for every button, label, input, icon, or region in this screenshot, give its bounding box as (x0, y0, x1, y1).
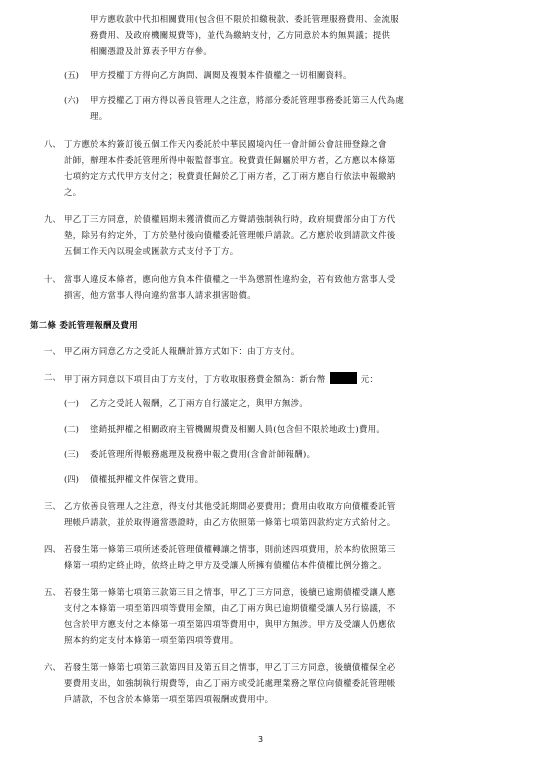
paragraph-line: 若發生第一條第七項第三款第四目及第五目之情事，甲乙丁三方同意，後續債權保全必 (64, 662, 396, 672)
page-number: 3 (258, 735, 264, 744)
paragraph-line: 理帳戶請款，並於取得適當憑證時，由乙方依照第一條第七項第四款約定方式給付之。 (64, 517, 396, 527)
item-marker: 八、 (44, 139, 61, 149)
paragraph-line (64, 372, 378, 384)
paragraph-line: 支付之本條第一項至第四項等費用金額，由乙丁兩方與已逾期債權受讓人另行協議，不 (64, 603, 396, 613)
paragraph-line: 損害，他方當事人得向違約當事人請求損害賠償。 (64, 290, 256, 300)
paragraph-line: 丁方應於本約簽訂後五個工作天內委託於中華民國境內任一會計師公會註冊登錄之會 (64, 139, 387, 149)
paragraph-line: 甲方授權丁方得向乙方詢問、調閱及複製本件債權之一切相關資料。 (90, 70, 352, 80)
item-marker: 四、 (44, 544, 61, 554)
item-marker: 九、 (44, 214, 61, 224)
item-marker: 五、 (44, 587, 61, 597)
paragraph-line: 委託管理所得帳務處理及稅務申報之費用(含會計師報酬)。 (90, 449, 316, 459)
paragraph-line: 包含於甲方應支付之本條第一項至第四項等費用中，與甲方無涉。甲方及受讓人仍應依 (64, 619, 396, 629)
paragraph-line: 要費用支出，如強制執行規費等，由乙丁兩方或受託處理業務之單位向債權委託管理帳 (64, 678, 396, 688)
article-heading: 第二條 委託管理報酬及費用 (30, 320, 138, 330)
item-marker: (四) (64, 474, 79, 484)
paragraph-line: 五個工作天內以現金或匯款方式支付予丁方。 (64, 246, 239, 256)
item-marker: 六、 (44, 662, 61, 672)
paragraph-line: 戶請款，不包含於本條第一項至第四項報酬或費用中。 (64, 694, 274, 704)
redacted-amount (330, 372, 357, 384)
item-marker: 一、 (44, 346, 61, 356)
paragraph-line: 之。 (64, 187, 82, 197)
paragraph-line: 計師，辦理本件委託管理所得申報監督事宜。稅費責任歸屬於甲方者，乙方應以本條第 (64, 155, 396, 165)
paragraph-line: 七項約定方式代甲方支付之；稅費責任歸於乙丁兩方者，乙丁兩方應自行依法申報繳納 (64, 171, 396, 181)
item-marker: (五) (64, 70, 79, 80)
paragraph-line: 乙方依善良管理人之注意，得支付其他受託期間必要費用；費用由收取方向債權委託管 (64, 501, 396, 511)
item-marker: 三、 (44, 501, 61, 511)
paragraph-line: 若發生第一條第三項所述委託管理債權轉讓之情事，則前述四項費用，於本約依照第三 (64, 544, 396, 554)
item-marker: (三) (64, 449, 79, 459)
paragraph-line: 理。 (90, 111, 108, 121)
paragraph-line: 相關憑證及計算表予甲方存參。 (90, 46, 213, 56)
item-marker: 十、 (44, 274, 61, 284)
paragraph-line: 當事人違反本條者，應向他方負本件債權之一半為懲罰性違約金，若有致他方當事人受 (64, 274, 396, 284)
fee-unit: 元： (360, 374, 379, 384)
item-marker: (一) (64, 398, 79, 408)
item-marker: 二、 (44, 372, 61, 382)
paragraph-line: 甲乙丁三方同意，於債權屆期未獲清償而乙方聲請強制執行時，政府規費部分由丁方代 (64, 214, 396, 224)
paragraph-line: 塗銷抵押權之相關政府主管機關規費及相關人員(包含但不限於地政士)費用。 (90, 424, 386, 434)
paragraph-line: 甲乙兩方同意乙方之受託人報酬計算方式如下：由丁方支付。 (64, 346, 300, 356)
paragraph-line: 甲方應收款中代扣相關費用(包含但不限於扣繳稅款、委託管理服務費用、金流服 (90, 14, 399, 24)
paragraph-line: 若發生第一條第七項第三款第三目之情事，甲乙丁三方同意，後續已逾期債權受讓人應 (64, 587, 396, 597)
paragraph-line: 甲方授權乙丁兩方得以善良管理人之注意，將部分委託管理事務委託第三人代為處 (90, 95, 405, 105)
item-marker: (六) (64, 95, 79, 105)
paragraph-line: 墊，除另有約定外，丁方於墊付後向債權委託管理帳戶請款。乙方應於收到請款文件後 (64, 230, 396, 240)
paragraph-line: 條第一項約定終止時，依終止時之甲方及受讓人所擁有債權佔本件債權比例分擔之。 (64, 560, 387, 570)
paragraph-line: 務費用、及政府機關規費等)，並代為繳納支付，乙方同意於本約無異議；提供 (90, 30, 391, 40)
fee-sentence: 甲丁兩方同意以下項目由丁方支付，丁方收取服務費金額為：新台幣 (64, 374, 326, 384)
paragraph-line: 債權抵押權文件保管之費用。 (90, 474, 204, 484)
paragraph-line: 乙方之受託人報酬，乙丁兩方自行議定之，與甲方無涉。 (90, 398, 309, 408)
item-marker: (二) (64, 424, 79, 434)
paragraph-line: 照本約約定支付本條第一項至第四項等費用。 (64, 635, 239, 645)
